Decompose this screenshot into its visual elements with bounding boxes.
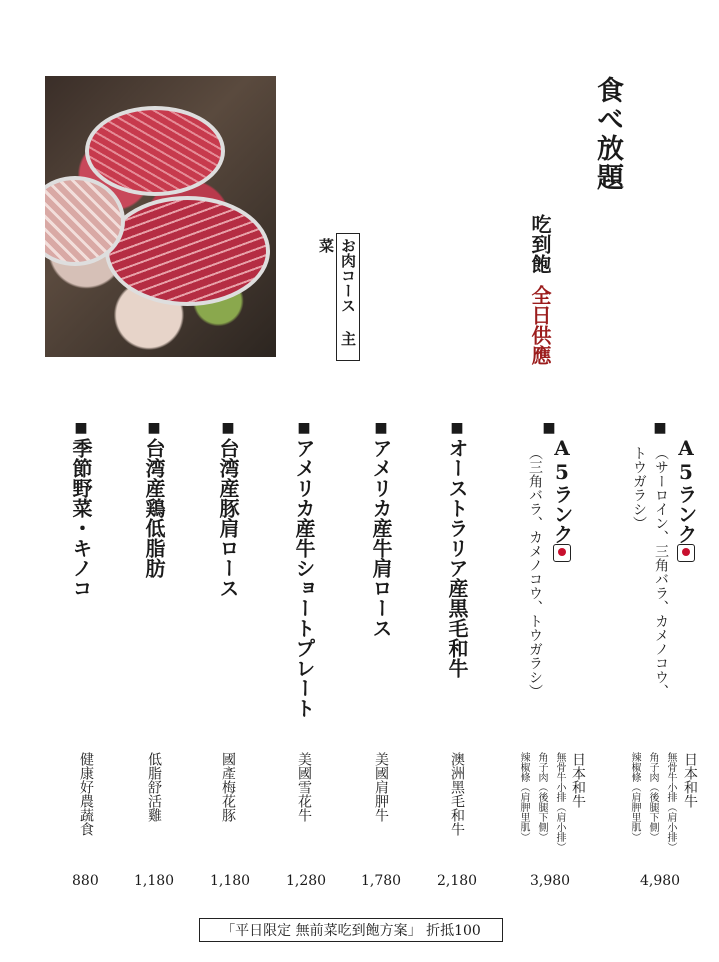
item-zh: 美國肩胛牛	[373, 752, 389, 822]
item-price: 2,180	[437, 873, 478, 889]
food-photo	[45, 76, 276, 357]
item-name: オーストラリア産黒毛和牛	[445, 438, 469, 678]
item-zh-detail: 無骨牛小排（肩小排）	[665, 752, 676, 852]
bullet: ■	[541, 420, 557, 436]
bullet: ■	[220, 420, 236, 436]
item-zh-detail: 辣椒條（肩胛里肌）	[518, 752, 529, 842]
meat-plate	[105, 196, 270, 306]
item-zh: 澳洲黑毛和牛	[449, 752, 465, 836]
bullet: ■	[296, 420, 312, 436]
item-price: 1,180	[134, 873, 175, 889]
item-zh: 低脂舒活雞	[146, 752, 162, 822]
item-price: 1,780	[361, 873, 402, 889]
menu-title: 食べ放題	[592, 76, 623, 192]
item-name: 台湾産豚肩ロース	[216, 438, 240, 598]
bullet: ■	[373, 420, 389, 436]
item-zh-detail: 無骨牛小排（肩小排）	[554, 752, 565, 852]
item-zh: 美國雪花牛	[296, 752, 312, 822]
course-label: お肉コース 主菜	[336, 233, 360, 361]
bullet: ■	[449, 420, 465, 436]
item-sub: （サーロイン、三角バラ、カメノコウ、トウガラシ）	[631, 446, 669, 698]
japan-flag-icon	[677, 544, 695, 562]
item-name: A5ランク	[549, 436, 575, 562]
menu-subtitle: 吃到飽	[528, 214, 552, 274]
item-name: アメリカ産牛ショートプレート	[292, 438, 316, 718]
item-zh: 健康好農蔬食	[78, 752, 94, 836]
item-zh-title: 日本和牛	[682, 752, 698, 808]
meat-plate	[85, 106, 225, 196]
item-zh: 國產梅花豚	[220, 752, 236, 822]
japan-flag-icon	[553, 544, 571, 562]
item-price: 3,980	[530, 873, 571, 889]
item-name: アメリカ産牛肩ロース	[369, 438, 393, 638]
item-name: A5ランク	[673, 436, 699, 562]
item-name: 季節野菜・キノコ	[69, 438, 93, 598]
bullet: ■	[652, 420, 668, 436]
item-zh-detail: 角子肉（後腿下側）	[536, 752, 547, 842]
item-price: 880	[72, 873, 99, 889]
menu-subtitle-red: 全日供應	[528, 285, 552, 365]
bullet: ■	[146, 420, 162, 436]
item-zh-detail: 辣椒條（肩胛里肌）	[629, 752, 640, 842]
item-price: 1,180	[210, 873, 251, 889]
item-zh-title: 日本和牛	[570, 752, 586, 808]
item-zh-detail: 角子肉（後腿下側）	[647, 752, 658, 842]
footer-note: 「平日限定 無前菜吃到飽方案」 折抵100	[199, 918, 503, 942]
item-sub: （三角バラ、カメノコウ、トウガラシ）	[527, 446, 543, 698]
bullet: ■	[73, 420, 89, 436]
item-price: 4,980	[640, 873, 681, 889]
item-price: 1,280	[286, 873, 327, 889]
item-name: 台湾産鶏低脂肪	[142, 438, 166, 578]
